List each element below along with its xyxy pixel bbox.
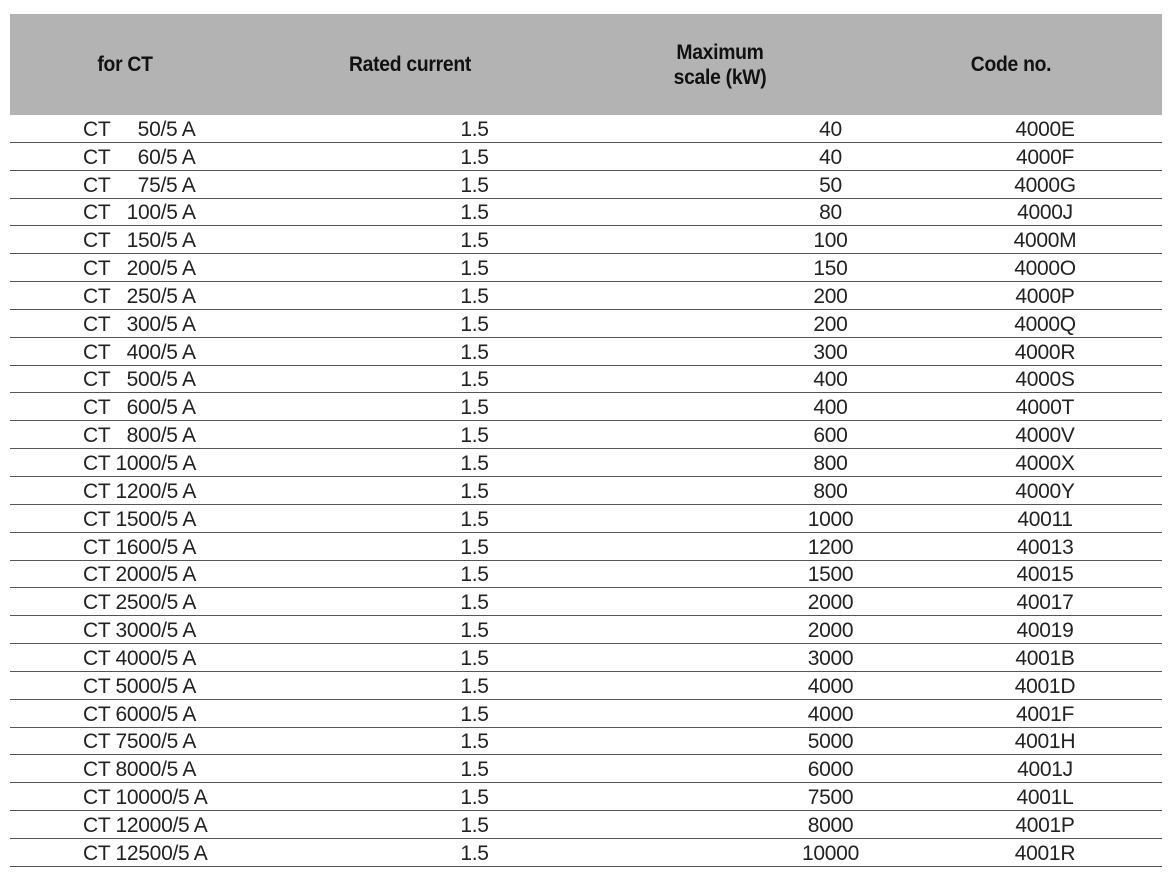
cell-rated-current: 1.5 [460, 507, 489, 531]
cell-code-no: 4001J [1017, 758, 1073, 782]
cell-max-scale: 1200 [807, 535, 854, 559]
table-row [10, 226, 1162, 254]
cell-for-ct: CT 10000/5 A [83, 786, 208, 810]
cell-max-scale: 40 [819, 145, 842, 169]
cell-rated-current: 1.5 [460, 451, 489, 475]
cell-code-no: 4000R [1014, 340, 1076, 364]
header-rated-current: Rated current [348, 53, 472, 76]
cell-for-ct: CT 7500/5 A [83, 730, 197, 754]
cell-code-no: 4000Y [1015, 479, 1075, 503]
cell-rated-current: 1.5 [460, 117, 489, 141]
table-row [10, 644, 1162, 672]
cell-max-scale: 400 [813, 396, 848, 420]
header-max-scale [591, 40, 849, 90]
cell-rated-current: 1.5 [460, 145, 489, 169]
cell-max-scale: 8000 [807, 813, 854, 837]
cell-rated-current: 1.5 [460, 424, 489, 448]
table-row [10, 728, 1162, 756]
table-row [10, 421, 1162, 449]
cell-rated-current: 1.5 [460, 340, 489, 364]
table-row [10, 811, 1162, 839]
table-row [10, 700, 1162, 728]
table-row [10, 477, 1162, 505]
cell-max-scale: 400 [813, 368, 848, 392]
cell-code-no: 4000X [1015, 451, 1075, 475]
cell-code-no: 40015 [1016, 563, 1074, 587]
cell-for-ct: CT 50/5 A [83, 117, 196, 141]
cell-for-ct: CT 3000/5 A [83, 619, 197, 643]
cell-code-no: 40011 [1017, 507, 1073, 531]
cell-for-ct: CT 2000/5 A [83, 563, 197, 587]
table-row [10, 282, 1162, 310]
cell-max-scale: 4000 [807, 674, 854, 698]
cell-rated-current: 1.5 [460, 173, 489, 197]
table-row [10, 505, 1162, 533]
table-row [10, 338, 1162, 366]
cell-code-no: 40019 [1016, 619, 1074, 643]
cell-max-scale: 5000 [807, 730, 854, 754]
cell-rated-current: 1.5 [460, 368, 489, 392]
cell-rated-current: 1.5 [460, 312, 489, 336]
cell-max-scale: 300 [813, 340, 848, 364]
cell-max-scale: 7500 [807, 786, 854, 810]
table-row [10, 839, 1162, 867]
cell-max-scale: 50 [819, 173, 842, 197]
table-row [10, 533, 1162, 561]
cell-max-scale: 6000 [807, 758, 854, 782]
table-row [10, 115, 1162, 143]
cell-code-no: 4000Q [1014, 312, 1076, 336]
cell-for-ct: CT 1500/5 A [83, 507, 197, 531]
cell-for-ct: CT 800/5 A [83, 424, 196, 448]
cell-rated-current: 1.5 [460, 229, 489, 253]
cell-code-no: 4000P [1015, 284, 1075, 308]
cell-for-ct: CT 6000/5 A [83, 702, 197, 726]
cell-code-no: 4000S [1015, 368, 1075, 392]
cell-max-scale: 2000 [807, 619, 854, 643]
cell-for-ct: CT 100/5 A [83, 201, 196, 225]
cell-for-ct: CT 500/5 A [83, 368, 196, 392]
cell-for-ct: CT 1600/5 A [83, 535, 197, 559]
cell-rated-current: 1.5 [460, 841, 489, 865]
table-row [10, 588, 1162, 616]
cell-code-no: 4001P [1015, 813, 1075, 837]
cell-for-ct: CT 4000/5 A [83, 646, 197, 670]
table-row [10, 783, 1162, 811]
table-row [10, 143, 1162, 171]
cell-for-ct: CT 5000/5 A [83, 674, 197, 698]
table-row [10, 616, 1162, 644]
cell-max-scale: 200 [813, 284, 848, 308]
cell-rated-current: 1.5 [460, 646, 489, 670]
header-max-scale-line1: Maximum [676, 40, 764, 64]
cell-code-no: 4000G [1014, 173, 1076, 197]
cell-rated-current: 1.5 [460, 786, 489, 810]
cell-for-ct: CT 300/5 A [83, 312, 196, 336]
cell-rated-current: 1.5 [460, 702, 489, 726]
table-row [10, 755, 1162, 783]
cell-code-no: 4001F [1015, 702, 1075, 726]
cell-for-ct: CT 150/5 A [83, 229, 196, 253]
cell-code-no: 4000F [1015, 145, 1075, 169]
cell-for-ct: CT 12500/5 A [83, 841, 208, 865]
cell-for-ct: CT 250/5 A [83, 284, 196, 308]
cell-rated-current: 1.5 [460, 813, 489, 837]
cell-max-scale: 3000 [807, 646, 854, 670]
cell-code-no: 4001D [1014, 674, 1076, 698]
cell-rated-current: 1.5 [460, 479, 489, 503]
cell-rated-current: 1.5 [460, 284, 489, 308]
cell-max-scale: 800 [813, 451, 848, 475]
cell-rated-current: 1.5 [460, 535, 489, 559]
cell-for-ct: CT 1000/5 A [83, 451, 197, 475]
cell-rated-current: 1.5 [460, 674, 489, 698]
cell-rated-current: 1.5 [460, 396, 489, 420]
cell-max-scale: 800 [813, 479, 848, 503]
cell-code-no: 40017 [1016, 591, 1074, 615]
cell-code-no: 4000O [1014, 257, 1076, 281]
cell-for-ct: CT 75/5 A [83, 173, 196, 197]
cell-code-no: 40013 [1016, 535, 1074, 559]
cell-rated-current: 1.5 [460, 201, 489, 225]
cell-max-scale: 200 [813, 312, 848, 336]
table-row [10, 254, 1162, 282]
cell-code-no: 4001R [1014, 841, 1076, 865]
cell-for-ct: CT 12000/5 A [83, 813, 208, 837]
cell-for-ct: CT 200/5 A [83, 257, 196, 281]
cell-code-no: 4000E [1015, 117, 1075, 141]
cell-code-no: 4000V [1015, 424, 1075, 448]
cell-code-no: 4001H [1014, 730, 1076, 754]
header-max-scale-line2: scale (kW) [673, 65, 767, 89]
cell-code-no: 4000M [1013, 229, 1077, 253]
cell-for-ct: CT 8000/5 A [83, 758, 197, 782]
cell-rated-current: 1.5 [460, 730, 489, 754]
cell-rated-current: 1.5 [460, 563, 489, 587]
table-row [10, 171, 1162, 199]
ct-code-table [10, 14, 1162, 867]
cell-code-no: 4001L [1016, 786, 1074, 810]
table-row [10, 393, 1162, 421]
cell-code-no: 4001B [1015, 646, 1075, 670]
cell-max-scale: 40 [819, 117, 842, 141]
cell-max-scale: 80 [819, 201, 842, 225]
cell-max-scale: 4000 [807, 702, 854, 726]
cell-rated-current: 1.5 [460, 591, 489, 615]
table-row [10, 561, 1162, 589]
table-row [10, 672, 1162, 700]
cell-max-scale: 10000 [802, 841, 859, 865]
cell-rated-current: 1.5 [460, 619, 489, 643]
cell-for-ct: CT 1200/5 A [83, 479, 197, 503]
cell-max-scale: 150 [813, 257, 848, 281]
cell-for-ct: CT 2500/5 A [83, 591, 197, 615]
table-row [10, 310, 1162, 338]
cell-code-no: 4000J [1017, 201, 1073, 225]
cell-code-no: 4000T [1015, 396, 1075, 420]
cell-max-scale: 100 [813, 229, 848, 253]
cell-for-ct: CT 600/5 A [83, 396, 196, 420]
cell-max-scale: 600 [813, 424, 848, 448]
cell-rated-current: 1.5 [460, 257, 489, 281]
table-body [10, 115, 1162, 867]
cell-max-scale: 1500 [807, 563, 854, 587]
cell-rated-current: 1.5 [460, 758, 489, 782]
table-row [10, 366, 1162, 394]
table-row [10, 449, 1162, 477]
header-for-ct: for CT [97, 53, 153, 76]
cell-for-ct: CT 400/5 A [83, 340, 196, 364]
cell-max-scale: 1000 [807, 507, 854, 531]
cell-for-ct: CT 60/5 A [83, 145, 196, 169]
header-code-no: Code no. [970, 53, 1052, 76]
table-header [10, 14, 1162, 115]
cell-max-scale: 2000 [807, 591, 854, 615]
table-row [10, 199, 1162, 227]
